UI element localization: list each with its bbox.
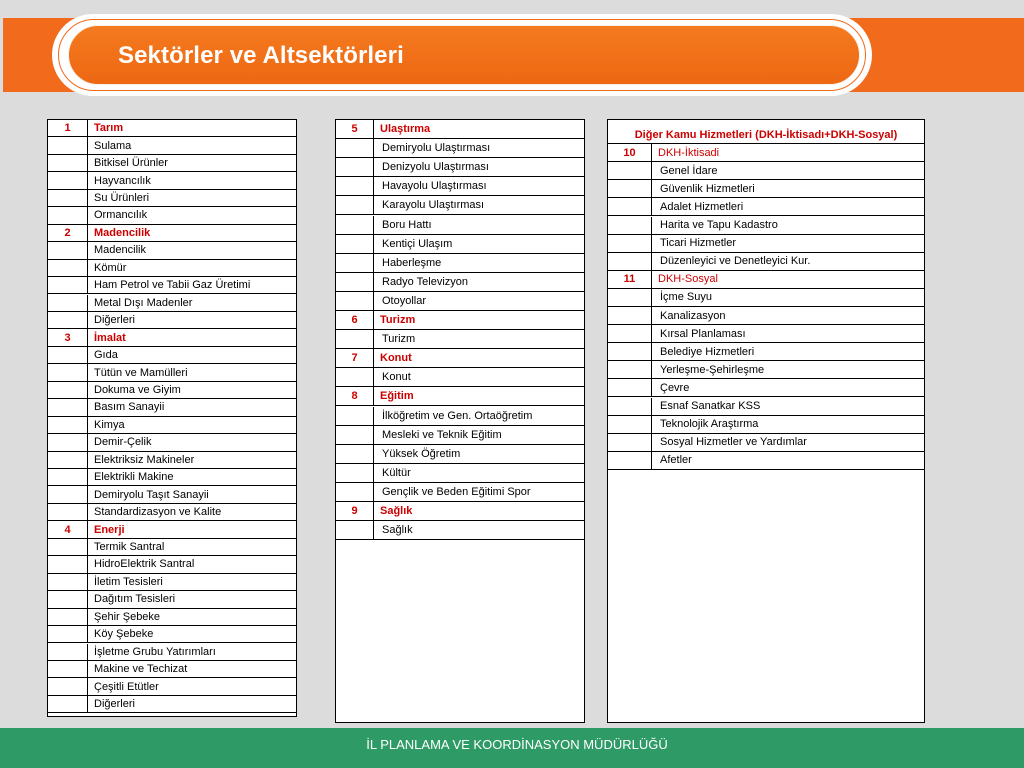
table-row xyxy=(48,417,296,434)
page-title: Sektörler ve Altsektörleri xyxy=(118,42,404,69)
subsector-label: Kültür xyxy=(382,466,411,479)
table-row xyxy=(608,434,924,452)
subsector-label: Kentiçi Ulaşım xyxy=(382,237,453,250)
subsector-label: Belediye Hizmetleri xyxy=(660,345,755,358)
table-row xyxy=(48,678,296,695)
table-row xyxy=(608,361,924,379)
row-number: 5 xyxy=(336,120,374,138)
row-number xyxy=(608,235,652,252)
sector-label: Sağlık xyxy=(380,505,413,518)
row-number xyxy=(48,172,88,188)
table-heading-row xyxy=(608,120,924,144)
table-row xyxy=(336,426,584,445)
table-row xyxy=(48,364,296,381)
sector-table-3 xyxy=(607,119,925,723)
subsector-label: Kimya xyxy=(94,418,125,431)
subsector-label: Karayolu Ulaştırması xyxy=(382,199,485,212)
table-row xyxy=(336,158,584,177)
table-row xyxy=(336,273,584,292)
row-number xyxy=(336,407,374,425)
row-number xyxy=(48,399,88,415)
table-row xyxy=(48,137,296,154)
row-number xyxy=(48,504,88,520)
section-row xyxy=(336,349,584,368)
table-row xyxy=(48,434,296,451)
table-row xyxy=(48,399,296,416)
section-row xyxy=(48,225,296,242)
row-number xyxy=(608,361,652,378)
section-row xyxy=(48,120,296,137)
row-number xyxy=(608,398,652,415)
table-row xyxy=(336,521,584,540)
subsector-label: Düzenleyici ve Denetleyici Kur. xyxy=(660,255,811,268)
table-row xyxy=(608,289,924,307)
row-number xyxy=(608,162,652,179)
table-row xyxy=(48,452,296,469)
sector-label: Eğitim xyxy=(380,390,414,403)
table-row xyxy=(48,155,296,172)
row-number: 2 xyxy=(48,225,88,241)
footer-text: İL PLANLAMA VE KOORDİNASYON MÜDÜRLÜĞÜ xyxy=(366,737,668,752)
row-number xyxy=(336,139,374,157)
row-number xyxy=(336,235,374,253)
subsector-label: Tütün ve Mamülleri xyxy=(94,366,188,379)
row-number xyxy=(48,295,88,311)
subsector-label: Diğerleri xyxy=(94,314,135,327)
table-row xyxy=(608,416,924,434)
row-number xyxy=(48,574,88,590)
subsector-label: Elektrikli Makine xyxy=(94,471,174,484)
row-number xyxy=(336,521,374,539)
row-number xyxy=(48,312,88,328)
table-row xyxy=(336,254,584,273)
row-number xyxy=(608,379,652,396)
subsector-label: Yerleşme-Şehirleşme xyxy=(660,363,765,376)
subsector-label: Ham Petrol ve Tabii Gaz Üretimi xyxy=(94,279,251,292)
sector-label: Madencilik xyxy=(94,226,151,239)
row-number xyxy=(48,434,88,450)
subsector-label: Güvenlik Hizmetleri xyxy=(660,182,755,195)
subsector-label: Gençlik ve Beden Eğitimi Spor xyxy=(382,485,531,498)
table-row xyxy=(608,307,924,325)
table-row xyxy=(608,235,924,253)
subsector-label: HidroElektrik Santral xyxy=(94,558,195,571)
table-row xyxy=(48,626,296,643)
subsector-label: Çevre xyxy=(660,381,690,394)
row-number xyxy=(336,445,374,463)
subsector-label: Havayolu Ulaştırması xyxy=(382,180,487,193)
row-number xyxy=(48,242,88,258)
table-row xyxy=(336,445,584,464)
subsector-label: Çeşitli Etütler xyxy=(94,680,159,693)
subsector-label: Kırsal Planlaması xyxy=(660,327,746,340)
table-row xyxy=(336,139,584,158)
section-row xyxy=(336,387,584,406)
subsector-label: Dağıtım Tesisleri xyxy=(94,593,176,606)
row-number xyxy=(48,364,88,380)
table-row xyxy=(608,452,924,470)
table-row xyxy=(48,242,296,259)
subsector-label: İlköğretim ve Gen. Ortaöğretim xyxy=(382,409,533,422)
subsector-label: Turizm xyxy=(382,333,416,346)
subsector-label: Adalet Hizmetleri xyxy=(660,200,744,213)
table-row xyxy=(608,325,924,343)
subsector-label: İşletme Grubu Yatırımları xyxy=(94,645,216,658)
table-row xyxy=(608,198,924,216)
row-number xyxy=(336,464,374,482)
table-row xyxy=(48,312,296,329)
table-row xyxy=(336,483,584,502)
row-number xyxy=(48,486,88,502)
sector-label: Tarım xyxy=(94,122,124,135)
row-number xyxy=(336,196,374,214)
row-number xyxy=(48,591,88,607)
subsector-label: Harita ve Tapu Kadastro xyxy=(660,219,778,232)
table-row xyxy=(608,343,924,361)
subsector-label: Teknolojik Araştırma xyxy=(660,418,759,431)
table-row xyxy=(608,217,924,235)
table-row xyxy=(48,382,296,399)
section-row xyxy=(336,120,584,139)
subsector-label: Metal Dışı Madenler xyxy=(94,296,193,309)
subsector-label: Mesleki ve Teknik Eğitim xyxy=(382,428,502,441)
row-number xyxy=(48,469,88,485)
row-number xyxy=(608,307,652,324)
table-row xyxy=(48,539,296,556)
table-row xyxy=(608,162,924,180)
subsector-label: Sulama xyxy=(94,139,132,152)
row-number: 1 xyxy=(48,120,88,136)
subsector-label: Haberleşme xyxy=(382,256,442,269)
row-number: 6 xyxy=(336,311,374,329)
table-row xyxy=(336,292,584,311)
section-row xyxy=(48,521,296,538)
table-row xyxy=(336,177,584,196)
table-row xyxy=(608,180,924,198)
row-number xyxy=(336,158,374,176)
subsector-label: Konut xyxy=(382,371,411,384)
row-number xyxy=(608,180,652,197)
row-number: 7 xyxy=(336,349,374,367)
sector-table-1 xyxy=(47,119,297,717)
subsector-label: Standardizasyon ve Kalite xyxy=(94,506,222,519)
table-row xyxy=(48,486,296,503)
subsector-label: Elektriksiz Makineler xyxy=(94,453,195,466)
subsector-label: Esnaf Sanatkar KSS xyxy=(660,400,761,413)
sector-label: Ulaştırma xyxy=(380,123,431,136)
subsector-label: Köy Şebeke xyxy=(94,628,154,641)
sector-label: İmalat xyxy=(94,331,126,344)
row-number xyxy=(48,644,88,660)
row-number xyxy=(48,277,88,293)
table-row xyxy=(48,347,296,364)
row-number xyxy=(336,330,374,348)
row-number: 9 xyxy=(336,502,374,520)
table-row xyxy=(48,190,296,207)
subsector-label: İçme Suyu xyxy=(660,291,712,304)
section-row xyxy=(608,271,924,289)
subsector-label: Makine ve Techizat xyxy=(94,663,188,676)
section-row xyxy=(608,144,924,162)
table-row xyxy=(48,295,296,312)
subsector-label: Afetler xyxy=(660,454,692,467)
row-number xyxy=(48,626,88,642)
sector-label: DKH-Sosyal xyxy=(658,273,718,286)
row-number xyxy=(48,609,88,625)
sector-label: Enerji xyxy=(94,523,125,536)
subsector-label: Denizyolu Ulaştırması xyxy=(382,161,489,174)
subsector-label: Demiryolu Taşıt Sanayii xyxy=(94,488,209,501)
row-number xyxy=(48,190,88,206)
table-row xyxy=(48,504,296,521)
row-number xyxy=(48,347,88,363)
table-row xyxy=(608,398,924,416)
row-number xyxy=(608,325,652,342)
row-number xyxy=(48,155,88,171)
table-row xyxy=(336,235,584,254)
table-row xyxy=(48,172,296,189)
table-row xyxy=(48,207,296,224)
subsector-label: Kömür xyxy=(94,261,127,274)
table-row xyxy=(48,609,296,626)
row-number xyxy=(608,198,652,215)
subsector-label: Otoyollar xyxy=(382,294,427,307)
subsector-label: Demir-Çelik xyxy=(94,436,152,449)
table-row xyxy=(608,379,924,397)
row-number xyxy=(608,416,652,433)
row-number xyxy=(608,253,652,270)
subsector-label: Sosyal Hizmetler ve Yardımlar xyxy=(660,436,807,449)
subsector-label: Dokuma ve Giyim xyxy=(94,383,181,396)
table-row xyxy=(336,407,584,426)
row-number: 10 xyxy=(608,144,652,161)
subsector-label: Şehir Şebeke xyxy=(94,610,161,623)
table-row xyxy=(48,696,296,713)
sector-label: Konut xyxy=(380,352,412,365)
table-row xyxy=(48,260,296,277)
row-number xyxy=(48,556,88,572)
table-heading: Diğer Kamu Hizmetleri (DKH-İktisadı+DKH-Sosyal) xyxy=(634,128,898,141)
subsector-label: Bitkisel Ürünler xyxy=(94,157,168,170)
sector-table-2 xyxy=(335,119,585,723)
row-number xyxy=(336,292,374,310)
row-number xyxy=(608,289,652,306)
table-row xyxy=(48,661,296,678)
section-row xyxy=(48,329,296,346)
table-row xyxy=(48,469,296,486)
row-number: 11 xyxy=(608,271,652,288)
row-number xyxy=(336,254,374,272)
table-row xyxy=(48,644,296,661)
subsector-label: Basım Sanayii xyxy=(94,401,165,414)
row-number xyxy=(608,434,652,451)
section-row xyxy=(336,311,584,330)
row-number xyxy=(336,368,374,386)
subsector-label: Radyo Televizyon xyxy=(382,275,469,288)
row-number xyxy=(48,678,88,694)
row-number xyxy=(336,273,374,291)
subsector-label: Sağlık xyxy=(382,524,413,537)
subsector-label: Madencilik xyxy=(94,244,146,257)
row-number xyxy=(608,343,652,360)
table-row xyxy=(336,196,584,215)
subsector-label: Diğerleri xyxy=(94,698,135,711)
subsector-label: Demiryolu Ulaştırması xyxy=(382,142,491,155)
section-row xyxy=(336,502,584,521)
row-number xyxy=(48,260,88,276)
row-number xyxy=(48,452,88,468)
row-number xyxy=(48,539,88,555)
row-number xyxy=(48,382,88,398)
subsector-label: Su Ürünleri xyxy=(94,192,150,205)
row-number xyxy=(48,661,88,677)
row-number xyxy=(608,452,652,469)
subsector-label: Ormancılık xyxy=(94,209,148,222)
row-number xyxy=(336,483,374,501)
row-number: 4 xyxy=(48,521,88,537)
row-number xyxy=(336,426,374,444)
table-row xyxy=(48,556,296,573)
sector-label: DKH-İktisadi xyxy=(658,146,720,159)
subsector-label: Termik Santral xyxy=(94,541,165,554)
row-number xyxy=(336,177,374,195)
row-number: 3 xyxy=(48,329,88,345)
row-number: 8 xyxy=(336,387,374,405)
table-row xyxy=(48,277,296,294)
subsector-label: Ticari Hizmetler xyxy=(660,237,736,250)
row-number xyxy=(48,137,88,153)
table-row xyxy=(48,574,296,591)
subsector-label: Hayvancılık xyxy=(94,174,151,187)
sector-label: Turizm xyxy=(380,314,416,327)
table-row xyxy=(336,464,584,483)
table-row xyxy=(336,368,584,387)
row-number xyxy=(48,207,88,223)
row-number xyxy=(48,417,88,433)
row-number xyxy=(336,216,374,234)
subsector-label: Genel İdare xyxy=(660,164,718,177)
row-number xyxy=(48,696,88,712)
subsector-label: Gıda xyxy=(94,349,118,362)
table-row xyxy=(608,253,924,271)
table-row xyxy=(336,330,584,349)
subsector-label: İletim Tesisleri xyxy=(94,575,163,588)
subsector-label: Kanalizasyon xyxy=(660,309,726,322)
row-number xyxy=(608,217,652,234)
subsector-label: Yüksek Öğretim xyxy=(382,447,461,460)
table-row xyxy=(48,591,296,608)
subsector-label: Boru Hattı xyxy=(382,218,432,231)
table-row xyxy=(336,216,584,235)
